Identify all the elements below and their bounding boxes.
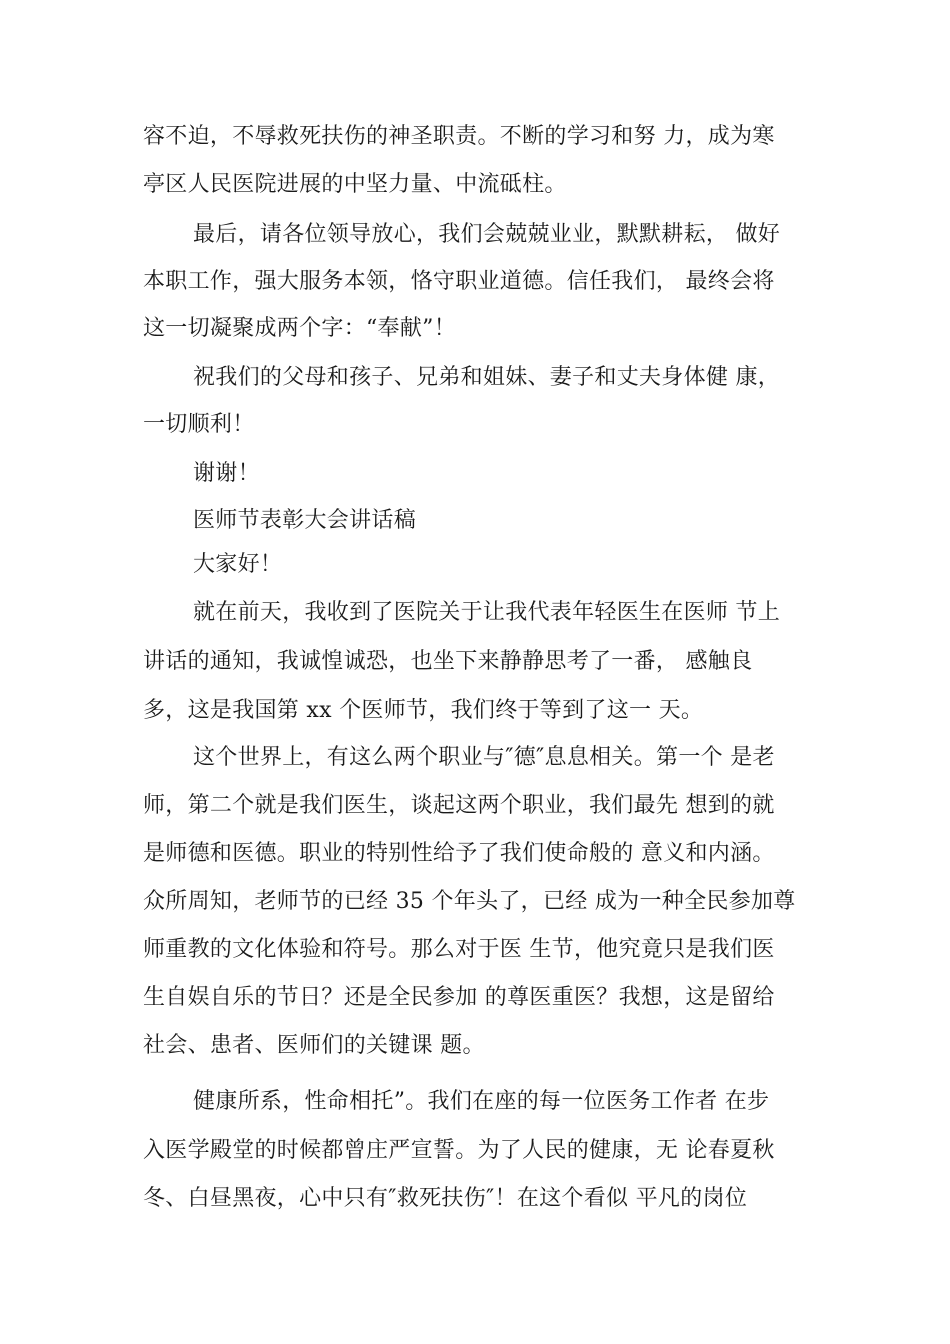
text-line: 师，第二个就是我们医生，谈起这两个职业，我们最先 想到的就 [143,793,775,818]
text-line: 谢谢！ [193,461,260,486]
text-line: 这一切凝聚成两个字：“奉献”！ [143,316,456,341]
section-heading: 医师节表彰大会讲话稿 [193,508,417,533]
text-line: 这个世界上，有这么两个职业与″德″息息相关。第一个 是老 [193,745,775,770]
text-line: 健康所系，性命相托”。我们在座的每一位医务工作者 在步 [193,1089,770,1114]
text-line: 众所周知，老师节的已经 35 个年头了，已经 成为一种全民参加尊 [143,889,796,914]
text-line: 生自娱自乐的节日？还是全民参加 的尊医重医？我想，这是留给 [143,985,775,1010]
greeting-line: 大家好！ [193,552,283,577]
text-line: 最后，请各位领导放心，我们会兢兢业业，默默耕耘， 做好 [193,222,781,247]
text-line: 社会、患者、医师们的关键课 题。 [143,1033,485,1058]
text-line: 容不迫，不辱救死扶伤的神圣职责。不断的学习和努 力，成为寒 [143,124,775,149]
text-line: 本职工作，强大服务本领，恪守职业道德。信任我们， 最终会将 [143,269,775,294]
text-line: 入医学殿堂的时候都曾庄严宣誓。为了人民的健康，无 论春夏秋 [143,1138,775,1163]
text-line: 一切顺利！ [143,412,255,437]
text-line: 多，这是我国第 xx 个医师节，我们终于等到了这一 天。 [143,698,704,723]
text-line: 是师德和医德。职业的特别性给予了我们使命般的 意义和内涵。 [143,841,775,866]
text-line: 师重教的文化体验和符号。那么对于医 生节，他究竟只是我们医 [143,937,775,962]
text-line: 祝我们的父母和孩子、兄弟和姐妹、妻子和丈夫身体健 康， [193,365,781,390]
text-line: 冬、白昼黑夜，心中只有″救死扶伤″！在这个看似 平凡的岗位 [143,1186,748,1211]
text-line: 亭区人民医院进展的中坚力量、中流砥柱。 [143,172,567,197]
text-line: 讲话的通知，我诚惶诚恐，也坐下来静静思考了一番， 感触良 [143,649,753,674]
text-line: 就在前天，我收到了医院关于让我代表年轻医生在医师 节上 [193,600,781,625]
